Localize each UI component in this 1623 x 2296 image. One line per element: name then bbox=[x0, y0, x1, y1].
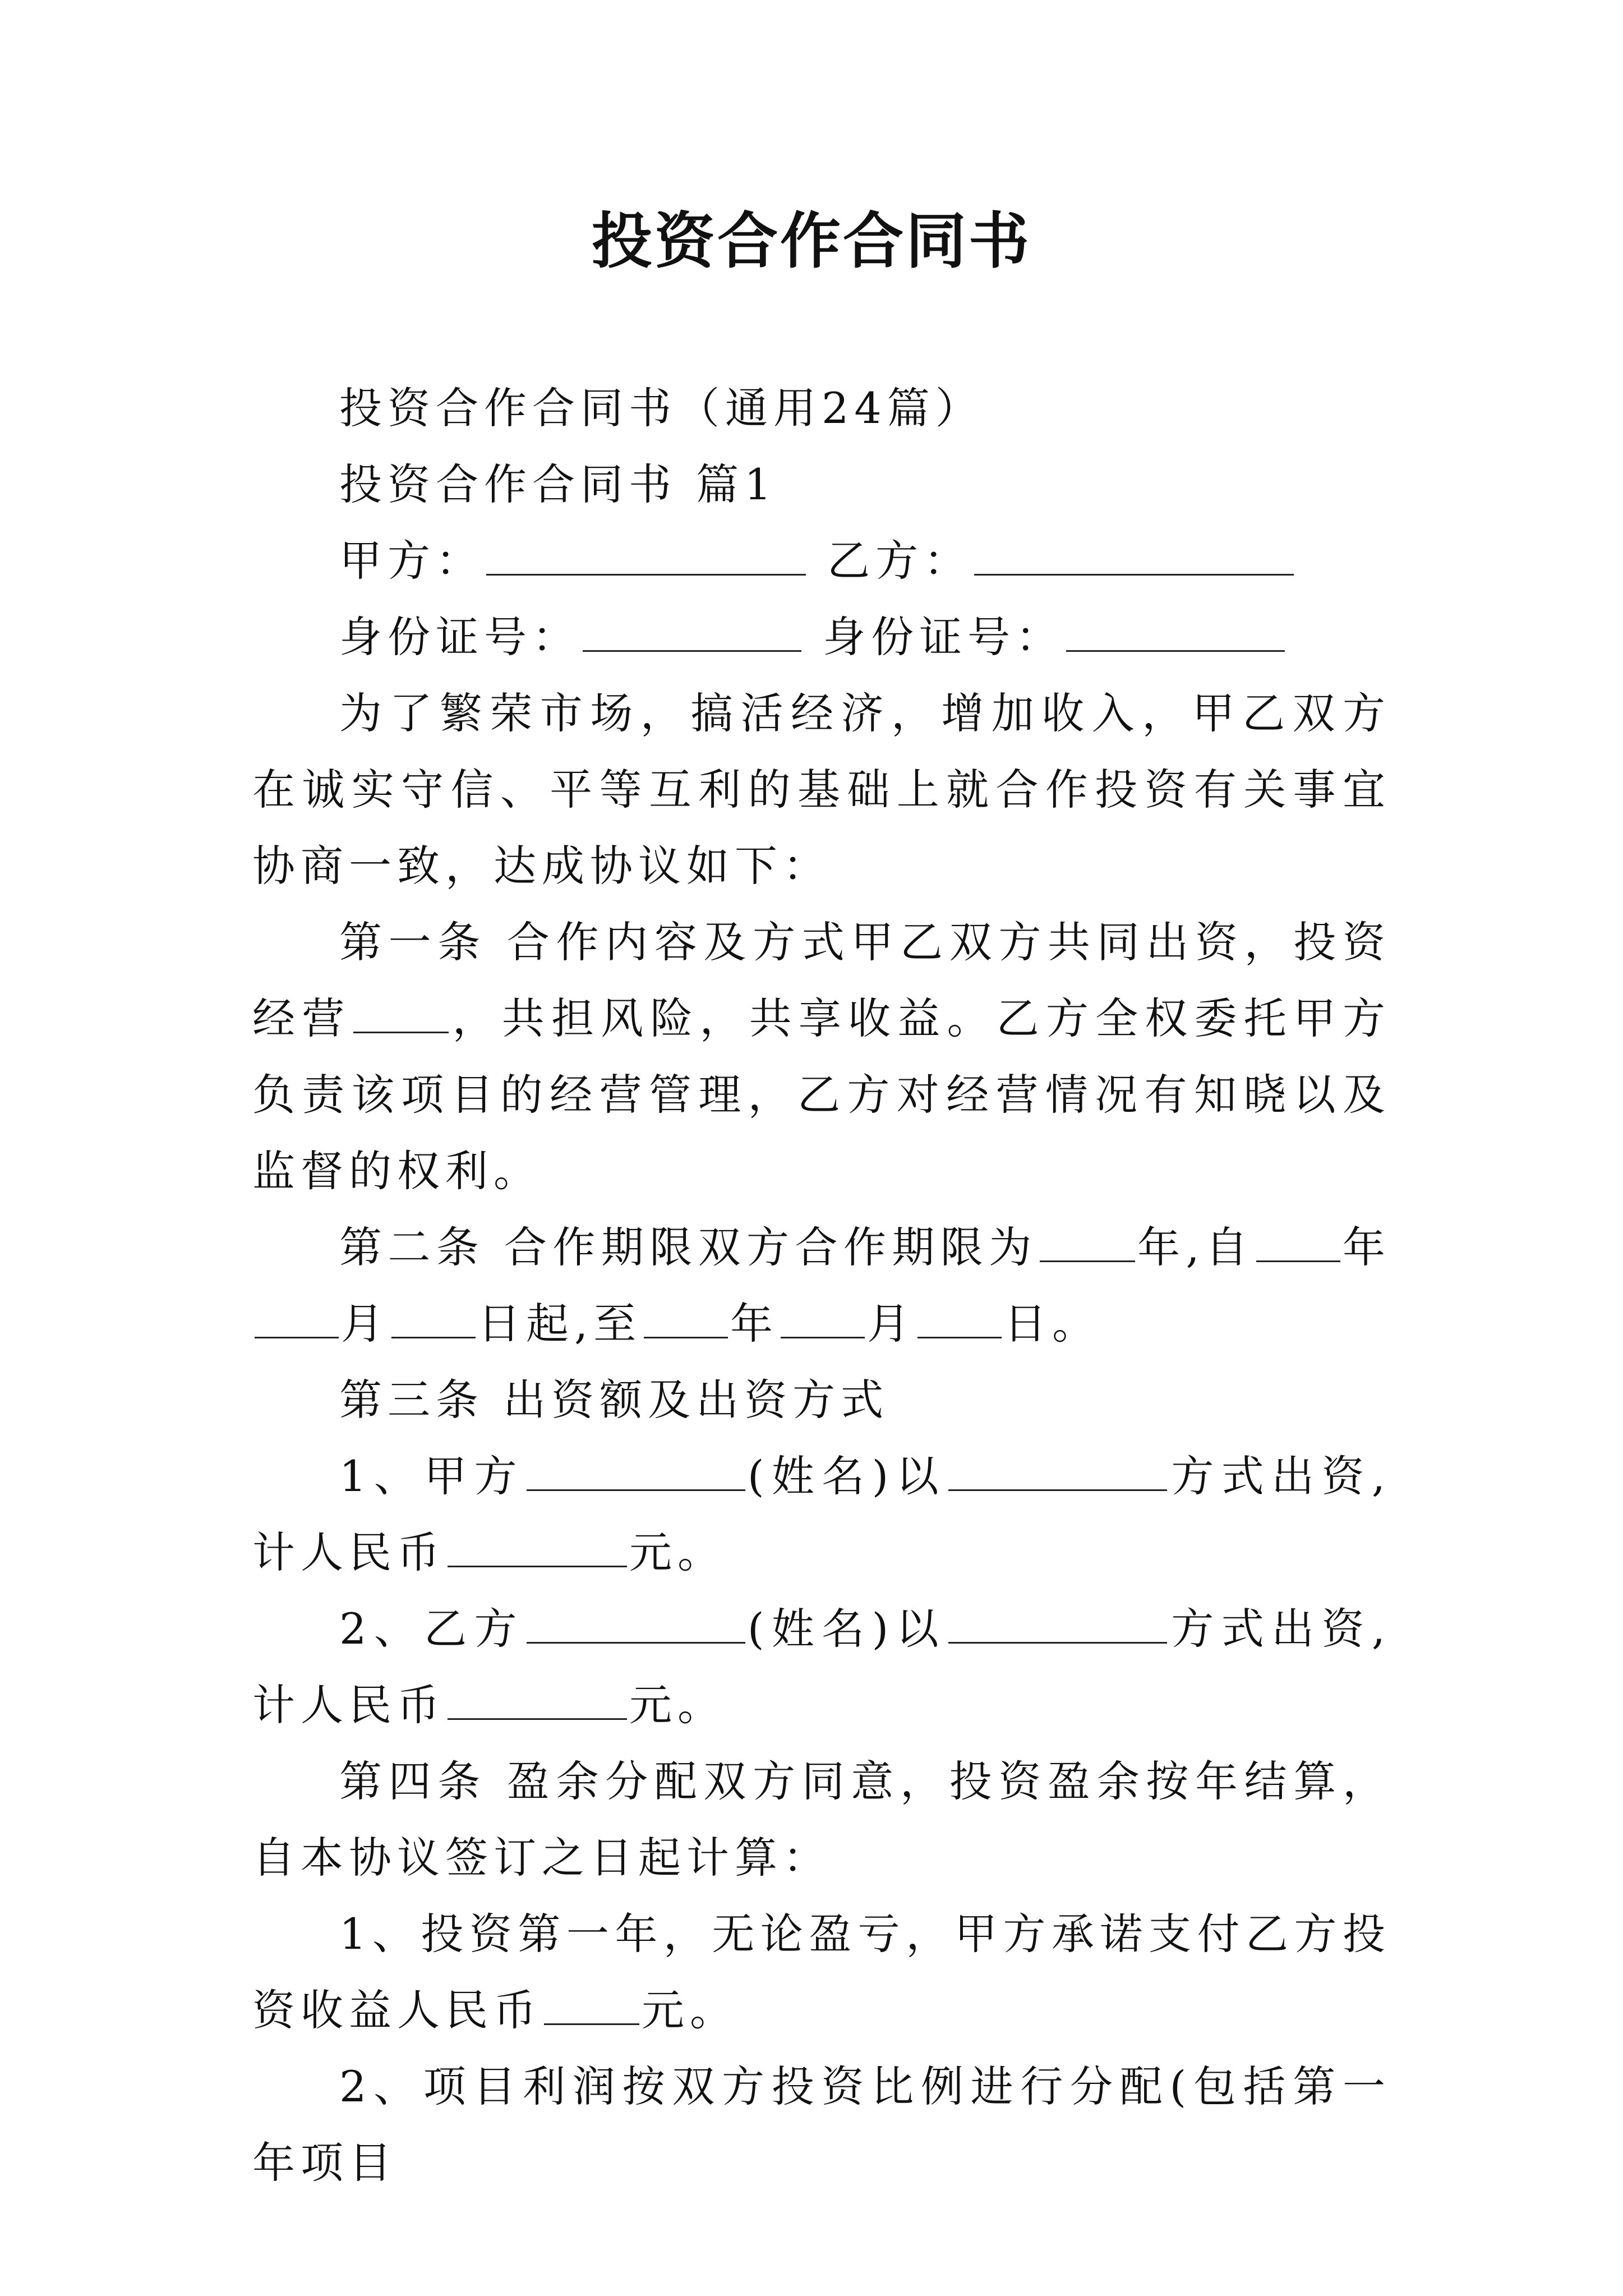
article-4-item-1 bbox=[252, 1896, 1391, 2049]
id-line bbox=[252, 599, 1391, 675]
article-3-heading: 第三条 出资额及出资方式 bbox=[339, 1375, 889, 1425]
first-year-return-blank bbox=[544, 1990, 639, 2025]
article-4-1-text-a: 1、投资第一年，无论盈亏，甲方承诺支付乙方投资收益人民币 bbox=[252, 1909, 1391, 2035]
article-1-blank bbox=[353, 998, 449, 1033]
article-3-2-text-c: 方式出资,计人民币 bbox=[252, 1604, 1391, 1730]
party-a-label: 甲方： bbox=[339, 536, 484, 586]
article-4-paragraph: 第四条 盈余分配双方同意，投资盈余按年结算，自本协议签订之日起计算： bbox=[252, 1756, 1391, 1883]
party-line bbox=[252, 523, 1391, 599]
article-4-item-2: 2、项目利润按双方投资比例进行分配(包括第一年项目 bbox=[252, 2062, 1391, 2188]
party-a-amount-blank bbox=[448, 1532, 627, 1567]
party-b-amount-blank bbox=[448, 1685, 627, 1720]
party-a-blank bbox=[486, 540, 806, 576]
id-a-blank bbox=[583, 616, 801, 652]
article-2-day-end-label: 日。 bbox=[1004, 1299, 1101, 1349]
party-b-blank bbox=[974, 540, 1294, 576]
end-year-blank bbox=[644, 1303, 728, 1338]
article-3-item-2 bbox=[252, 1591, 1391, 1743]
party-b-name-blank bbox=[527, 1608, 745, 1644]
id-a-label: 身份证号： bbox=[339, 612, 580, 662]
article-2-month2-label: 月 bbox=[867, 1299, 916, 1349]
article-2-month-label: 月 bbox=[341, 1299, 389, 1349]
id-b-label: 身份证号： bbox=[823, 612, 1064, 662]
document-body bbox=[252, 370, 1391, 2201]
article-3-2-text-b: (姓名)以 bbox=[747, 1604, 946, 1654]
term-years-blank bbox=[1040, 1227, 1135, 1262]
preamble-paragraph: 为了繁荣市场，搞活经济，增加收入，甲乙双方在诚实守信、平等互利的基础上就合作投资有关事宜协商一致，达成协议如下： bbox=[252, 688, 1391, 891]
article-1-text-a: 第一条 合作内容及方式甲乙双方共同出资，投资经营 bbox=[252, 917, 1391, 1043]
article-2-paragraph bbox=[252, 1209, 1391, 1362]
start-year-blank bbox=[1256, 1227, 1340, 1262]
end-day-blank bbox=[917, 1303, 1002, 1338]
start-day-blank bbox=[391, 1303, 476, 1338]
article-2-year-label: 年,自 bbox=[1137, 1222, 1254, 1272]
party-a-method-blank bbox=[948, 1456, 1167, 1491]
article-1-paragraph bbox=[252, 904, 1391, 1209]
party-b-label: 乙方： bbox=[827, 536, 972, 586]
article-3-2-text-d: 元。 bbox=[629, 1680, 726, 1730]
start-month-blank bbox=[255, 1303, 339, 1338]
article-2-year2-label: 年 bbox=[1342, 1222, 1391, 1272]
article-3-1-text-c: 方式出资,计人民币 bbox=[252, 1451, 1391, 1577]
party-b-method-blank bbox=[948, 1608, 1167, 1644]
article-3-item-1 bbox=[252, 1438, 1391, 1591]
end-month-blank bbox=[781, 1303, 865, 1338]
article-3-1-text-b: (姓名)以 bbox=[747, 1451, 946, 1501]
article-4-1-text-b: 元。 bbox=[642, 1985, 738, 2035]
article-3-1-text-d: 元。 bbox=[629, 1527, 726, 1577]
document-subtitle: 投资合作合同书（通用24篇） bbox=[339, 383, 984, 433]
section-heading: 投资合作合同书 篇1 bbox=[339, 459, 777, 509]
article-2-text-a: 第二条 合作期限双方合作期限为 bbox=[339, 1222, 1038, 1272]
id-b-blank bbox=[1066, 616, 1285, 652]
article-2-year3-label: 年 bbox=[730, 1299, 779, 1349]
party-a-name-blank bbox=[527, 1456, 745, 1491]
article-3-2-text-a: 2、乙方 bbox=[339, 1604, 524, 1654]
document-title: 投资合作合同书 bbox=[591, 206, 1031, 277]
article-3-1-text-a: 1、甲方 bbox=[339, 1451, 524, 1501]
article-2-day-from-label: 日起,至 bbox=[478, 1299, 642, 1349]
article-1-text-b: ，共担风险，共享收益。乙方全权委托甲方负责该项目的经营管理，乙方对经营情况有知晓以及监督的权利。 bbox=[252, 993, 1391, 1196]
